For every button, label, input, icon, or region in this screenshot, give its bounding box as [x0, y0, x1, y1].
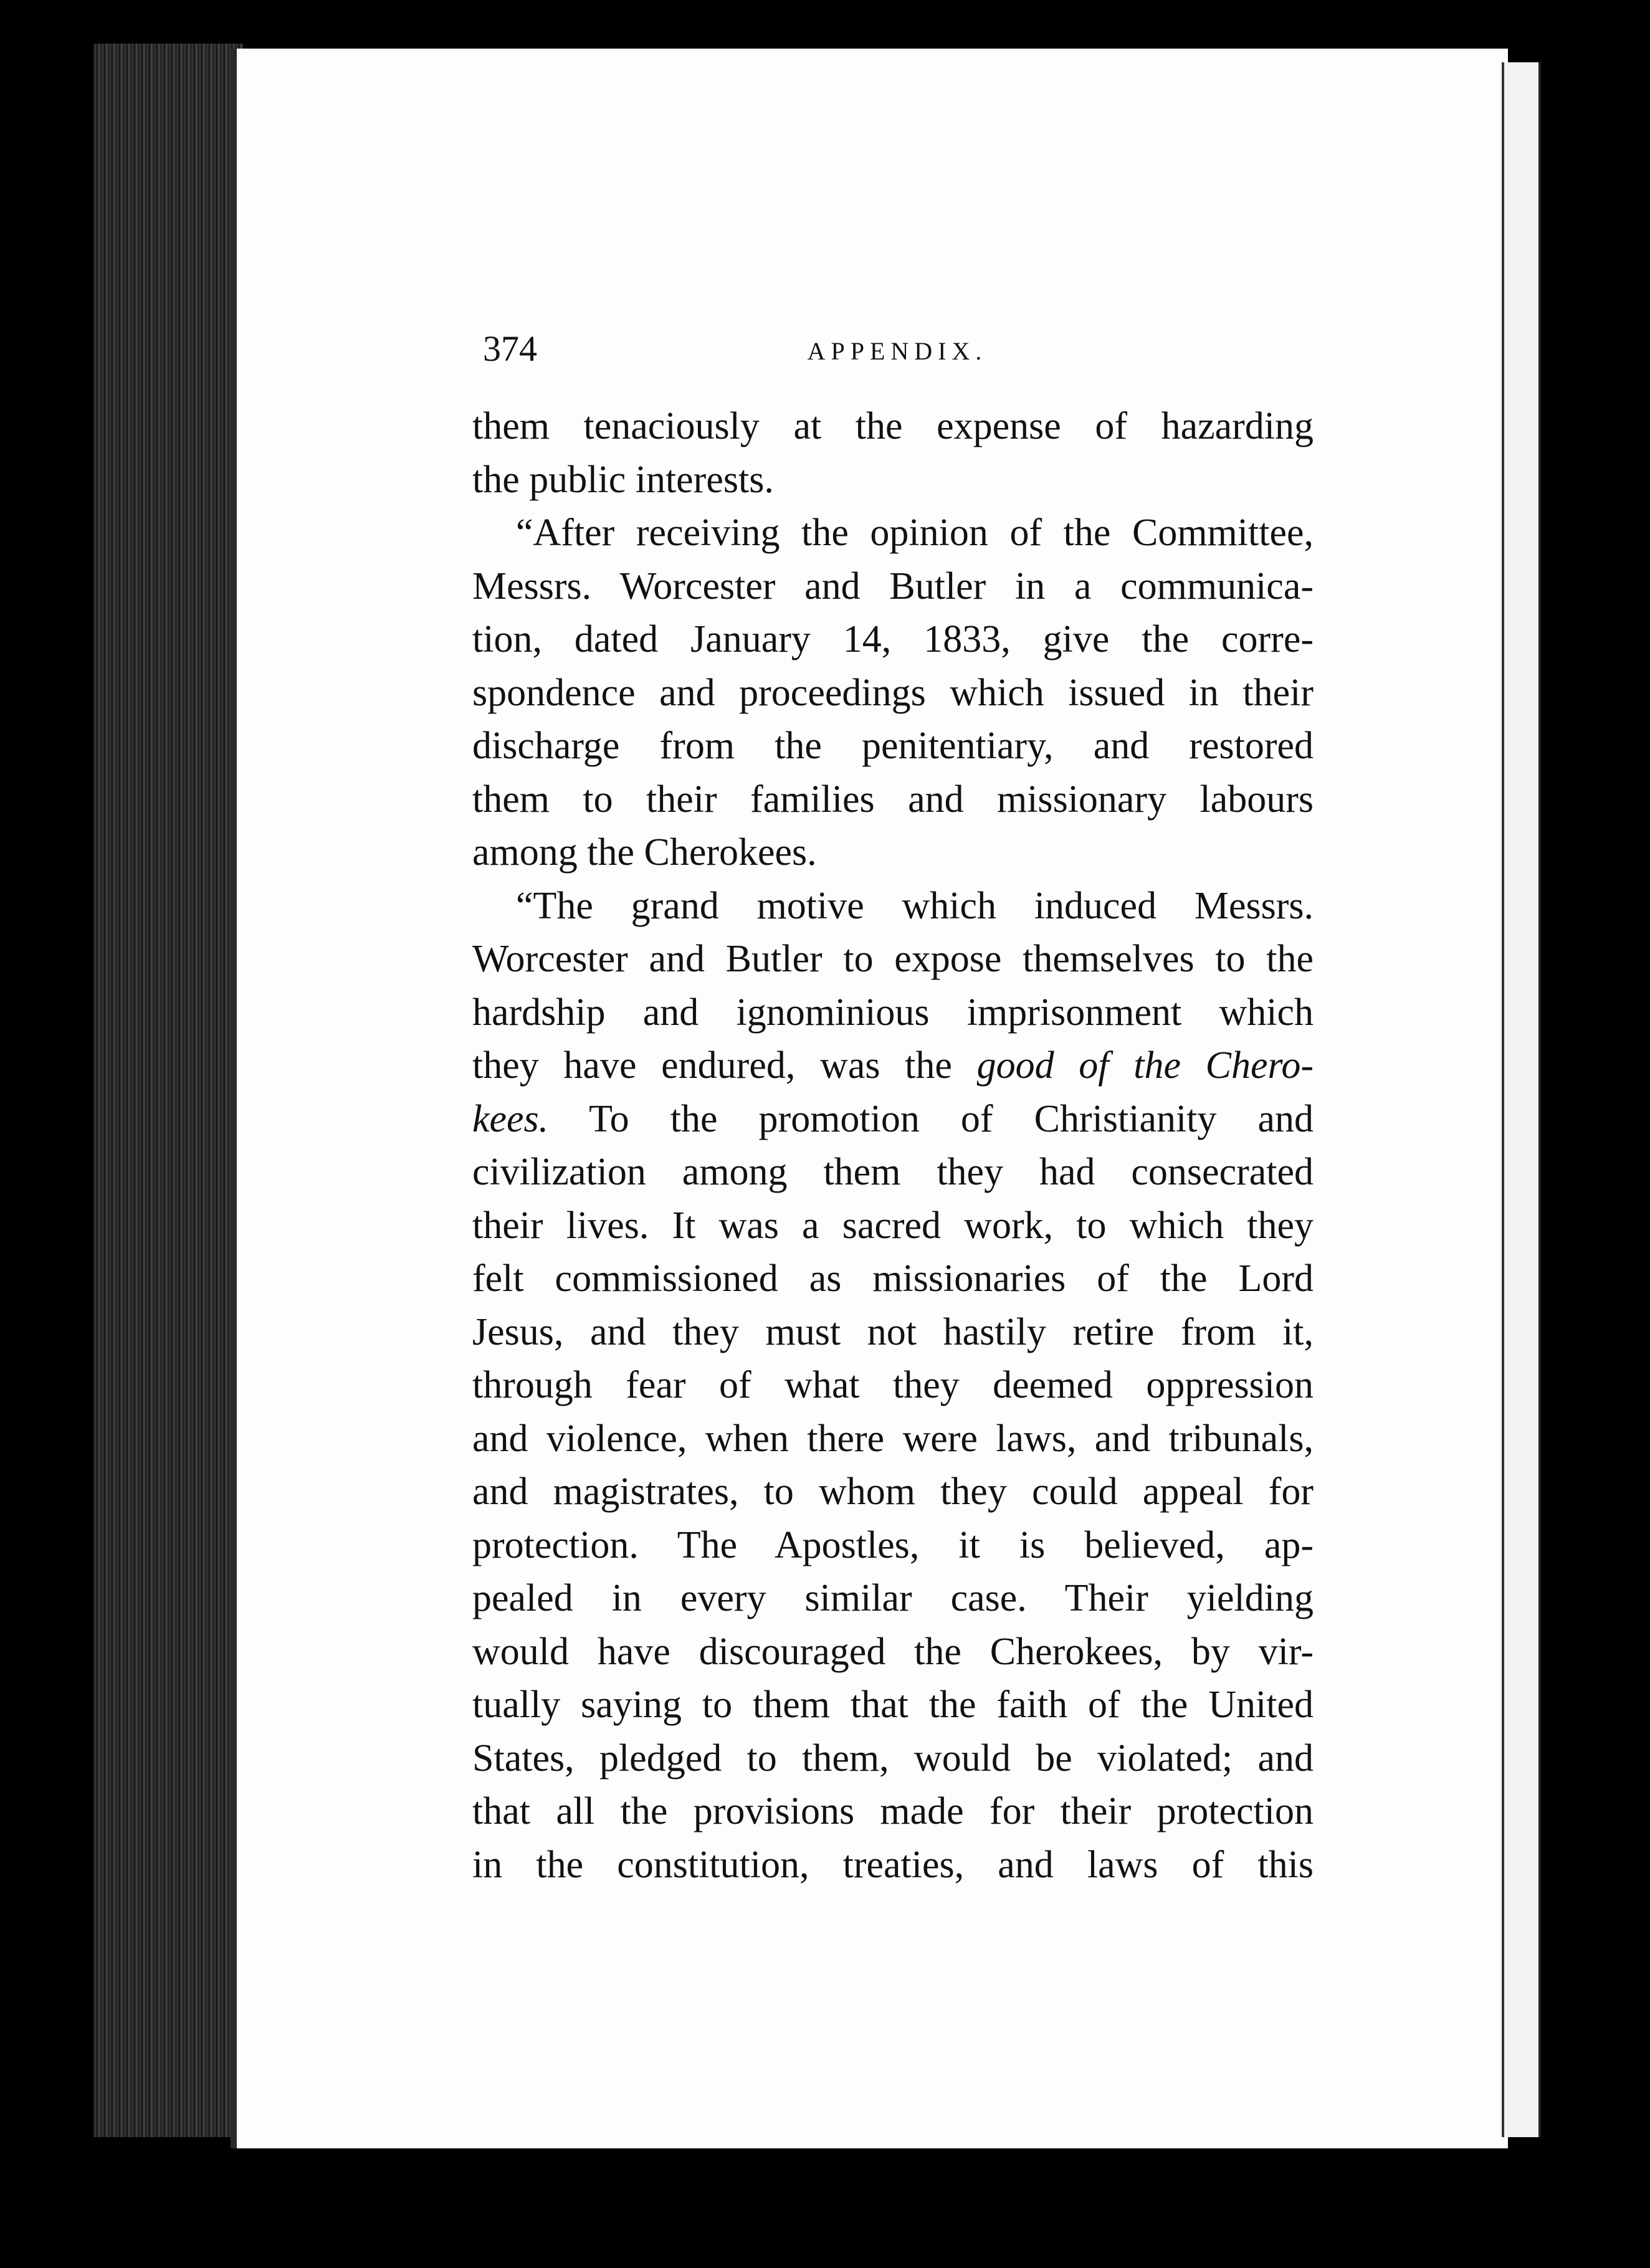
- italic-phrase: good of the Chero-: [976, 1044, 1314, 1087]
- text-line: spondence and proceedings which issued in their: [472, 671, 1314, 714]
- text-segment: To the promotion of Christianity and: [589, 1097, 1314, 1140]
- text-line: protection. The Apostles, it is believed, ap-: [472, 1523, 1314, 1566]
- text-line: among the Cherokees.: [472, 831, 817, 874]
- body-text: [472, 400, 1314, 1892]
- text-line: through fear of what they deemed oppression: [472, 1364, 1314, 1406]
- text-line: discharge from the penitentiary, and restored: [472, 725, 1314, 767]
- text-line: tion, dated January 14, 1833, give the corre-: [472, 618, 1314, 660]
- text-line: tually saying to them that the faith of the United: [472, 1684, 1314, 1726]
- text-line: hardship and ignominious imprisonment which: [472, 991, 1314, 1034]
- text-line: that all the provisions made for their protection: [472, 1790, 1314, 1832]
- page-header: [483, 323, 1312, 379]
- text-line: Jesus, and they must not hastily retire from it,: [472, 1310, 1314, 1353]
- text-segment: they have endured, was the: [472, 1044, 952, 1087]
- text-line: Worcester and Butler to expose themselves to the: [472, 938, 1314, 980]
- text-line: them to their families and missionary labours: [472, 778, 1314, 821]
- text-line: “The grand motive which induced Messrs.: [516, 884, 1314, 927]
- running-head: APPENDIX.: [807, 337, 988, 365]
- text-line: [472, 1039, 1314, 1093]
- text-line: States, pledged to them, would be violated; and: [472, 1737, 1314, 1780]
- text-line: [472, 1093, 1314, 1146]
- book-page-edges: [93, 44, 243, 2137]
- text-line: them tenaciously at the expense of hazarding: [472, 405, 1314, 447]
- facing-page-edge: [1502, 62, 1541, 2137]
- text-line: their lives. It was a sacred work, to which they: [472, 1204, 1314, 1247]
- text-line: and violence, when there were laws, and tribunals,: [472, 1417, 1314, 1460]
- text-line: and magistrates, to whom they could appeal for: [472, 1470, 1314, 1513]
- text-line: in the constitution, treaties, and laws of this: [472, 1843, 1314, 1886]
- text-line: pealed in every similar case. Their yielding: [472, 1577, 1314, 1619]
- text-line: civilization among them they had consecrated: [472, 1151, 1314, 1193]
- page-number: 374: [483, 328, 537, 369]
- text-line: felt commissioned as missionaries of the Lord: [472, 1257, 1314, 1300]
- text-line: “After receiving the opinion of the Committee,: [516, 512, 1314, 554]
- text-line: Messrs. Worcester and Butler in a communica-: [472, 565, 1314, 608]
- text-line: would have discouraged the Cherokees, by vir-: [472, 1630, 1314, 1673]
- italic-phrase: kees.: [472, 1097, 549, 1140]
- text-line: the public interests.: [472, 458, 774, 501]
